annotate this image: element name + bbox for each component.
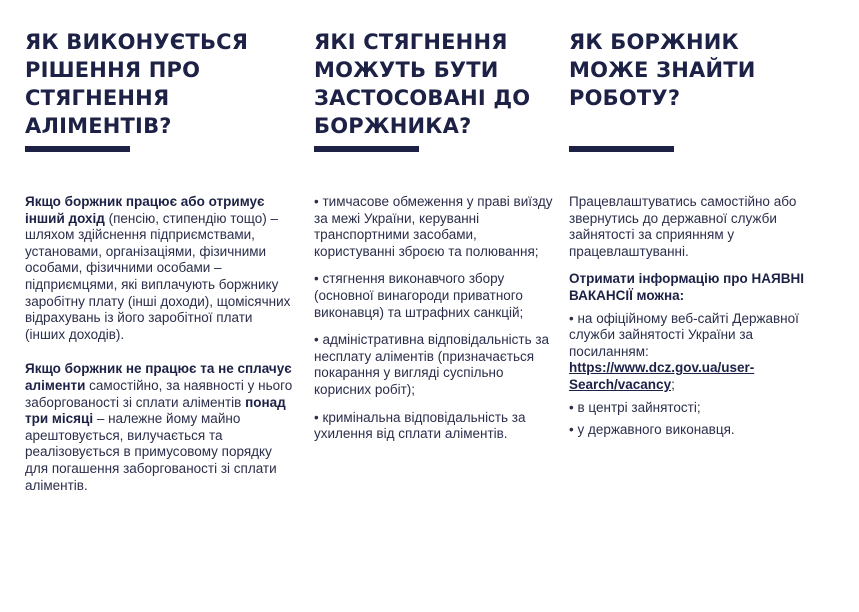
paragraph-text: – належне йому майно арештовується, вилучається та реалізовується в примусовому порядку для погашення заборгованості зі сплати аліментів. [25,411,277,493]
paragraph-employed-debtor [25,194,293,343]
heading-alimony-enforcement: ЯК ВИКОНУЄТЬСЯ РІШЕННЯ ПРО СТЯГНЕННЯ АЛІМЕНТІВ? [25,30,249,138]
column-body [569,194,831,439]
list-item: • кримінальна відповідальність за ухилення від сплати аліментів. [314,409,526,442]
vacancy-link[interactable]: https://www.dcz.gov.ua/user-Search/vacancy [569,360,755,392]
list-item: • у державного виконавця. [569,422,735,438]
link-punctuation: ; [671,376,675,392]
column-body [314,194,560,443]
paragraph-unemployed-debtor [25,361,293,494]
paragraph-text: (пенсію, стипендію тощо) – шляхом здійснення підприємствами, установами, організаціями, фізичними особами, фізичними особами – підприємцями, які виплачують боржнику заробітну плату (інші доходи), щомісячних відрахувань із його заробітної плати (інших доходів). [25,210,291,342]
bold-text: Отримати інформацію про НАЯВНІ ВАКАНСІЇ можна: [569,271,804,303]
heading-penalties: ЯКІ СТЯГНЕННЯ МОЖУТЬ БУТИ ЗАСТОСОВАНІ ДО БОРЖНИКА? [314,30,531,138]
list-item-website [569,311,831,394]
column-body [25,194,293,494]
bold-text: понад три місяці [25,394,286,427]
paragraph-intro: Працевлаштуватись самостійно або звернутись до державної служби зайнятості за сприянням у працевлаштуванні. [569,194,797,259]
bold-text: Якщо боржник працює або отримує інший дохід [25,194,265,226]
paragraph-text: самостійно, за наявності у нього заборгованості зі сплати аліментів [25,377,293,410]
list-item: • стягнення виконавчого збору (основної винагороди приватного виконавця) та штрафних санкцій; [314,271,524,320]
paragraph-vacancies-heading [569,271,831,304]
list-item-text: • на офіційному веб-сайті Державної служби зайнятості України за посиланням: [569,310,799,359]
heading-underline [314,146,419,152]
heading-find-job: ЯК БОРЖНИК МОЖЕ ЗНАЙТИ РОБОТУ? [569,30,756,110]
heading-underline [25,146,130,152]
list-item: • в центрі зайнятості; [569,399,701,415]
list-item: • адміністративна відповідальність за несплату аліментів (призначається покарання у вигляді суспільно корисних робіт); [314,332,550,397]
heading-underline [569,146,674,152]
list-item: • тимчасове обмеження у праві виїзду за межі України, керуванні транспортними засобами, користуванні зброєю та полювання; [314,194,553,259]
bold-text: Якщо боржник не працює та не сплачує аліменти [25,361,292,393]
